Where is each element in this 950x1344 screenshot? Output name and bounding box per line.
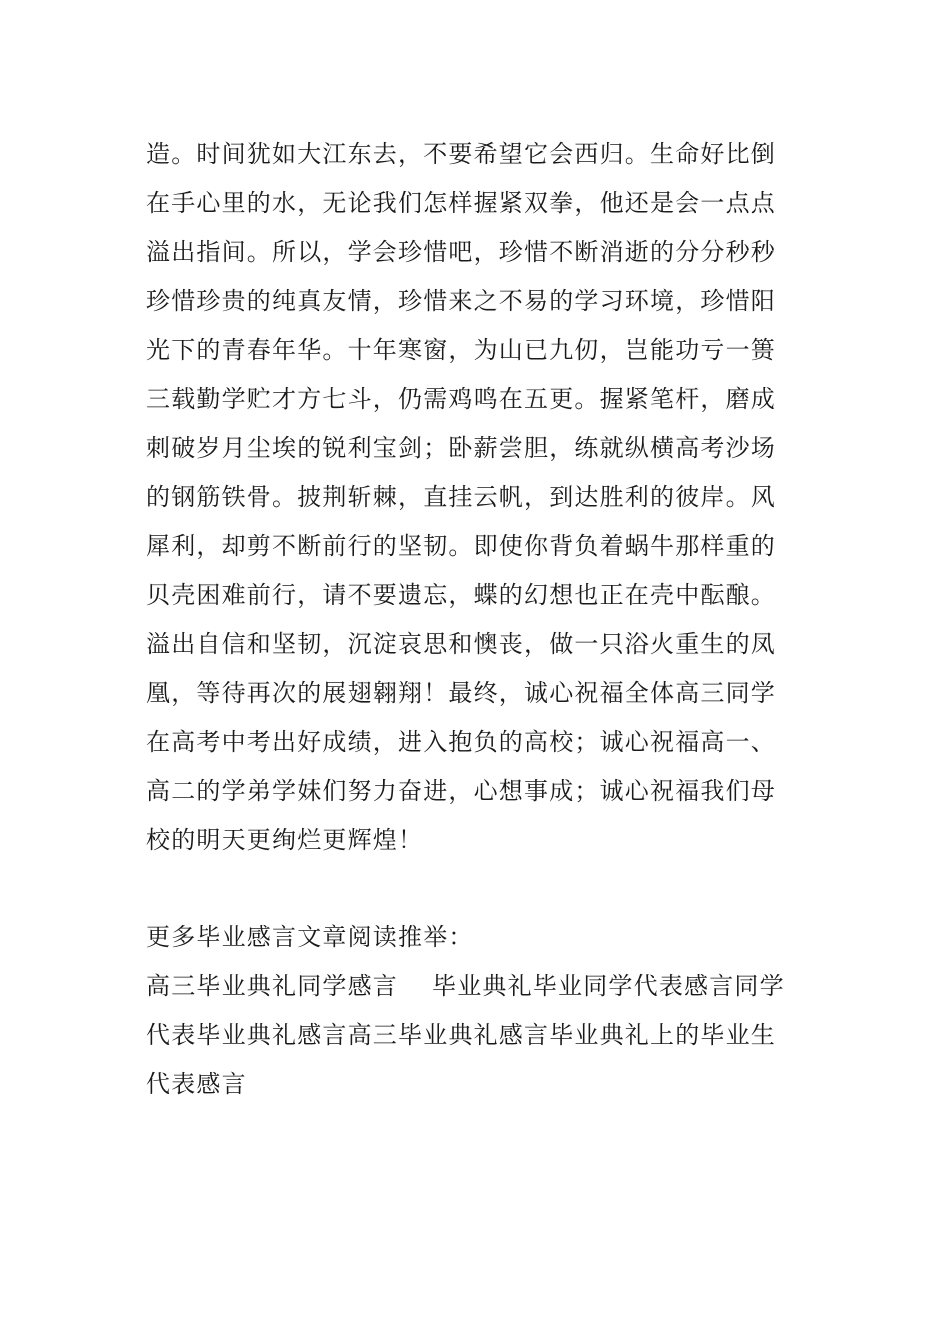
paragraph-line: 的钢筋铁骨。披荆斩棘，直挂云帆，到达胜利的彼岸。风 — [146, 483, 776, 511]
paragraph-line: 凰，等待再次的展翅翱翔！最终，诚心祝福全体高三同学 — [146, 679, 776, 707]
paragraph-line: 高二的学弟学妹们努力奋进，心想事成；诚心祝福我们母 — [146, 777, 776, 805]
paragraph-line: 三载勤学贮才方七斗，仍需鸡鸣在五更。握紧笔杆，磨成 — [146, 385, 776, 413]
paragraph-line: 珍惜珍贵的纯真友情，珍惜来之不易的学习环境，珍惜阳 — [146, 287, 776, 315]
paragraph-line: 在手心里的水，无论我们怎样握紧双拳，他还是会一点点 — [146, 189, 776, 217]
paragraph-line: 溢出自信和坚韧，沉淀哀思和懊丧，做一只浴火重生的凤 — [146, 630, 776, 658]
paragraph-line: 刺破岁月尘埃的锐利宝剑；卧薪尝胆，练就纵横高考沙场 — [146, 434, 776, 462]
more-articles-section — [146, 913, 816, 1109]
article-links-line[interactable]: 代表毕业典礼感言高三毕业典礼感言毕业典礼上的毕业生 — [146, 1021, 776, 1049]
paragraph-line: 在高考中考出好成绩，进入抱负的高校；诚心祝福高一、 — [146, 728, 776, 756]
paragraph-line: 校的明天更绚烂更辉煌！ — [146, 826, 424, 854]
body-paragraph — [146, 130, 816, 865]
article-links-line[interactable]: 高三毕业典礼同学感言 毕业典礼毕业同学代表感言同学 — [146, 972, 785, 1000]
paragraph-line: 犀利，却剪不断前行的坚韧。即使你背负着蜗牛那样重的 — [146, 532, 776, 560]
article-links-line[interactable]: 代表感言 — [146, 1070, 247, 1098]
paragraph-line: 造。时间犹如大江东去，不要希望它会西归。生命好比倒 — [146, 140, 776, 168]
more-articles-heading: 更多毕业感言文章阅读推举： — [146, 923, 474, 951]
paragraph-line: 贝壳困难前行，请不要遗忘，蝶的幻想也正在壳中酝酿。 — [146, 581, 776, 609]
paragraph-line: 光下的青春年华。十年寒窗，为山已九仞，岂能功亏一篑 — [146, 336, 776, 364]
paragraph-line: 溢出指间。所以，学会珍惜吧，珍惜不断消逝的分分秒秒 — [146, 238, 776, 266]
